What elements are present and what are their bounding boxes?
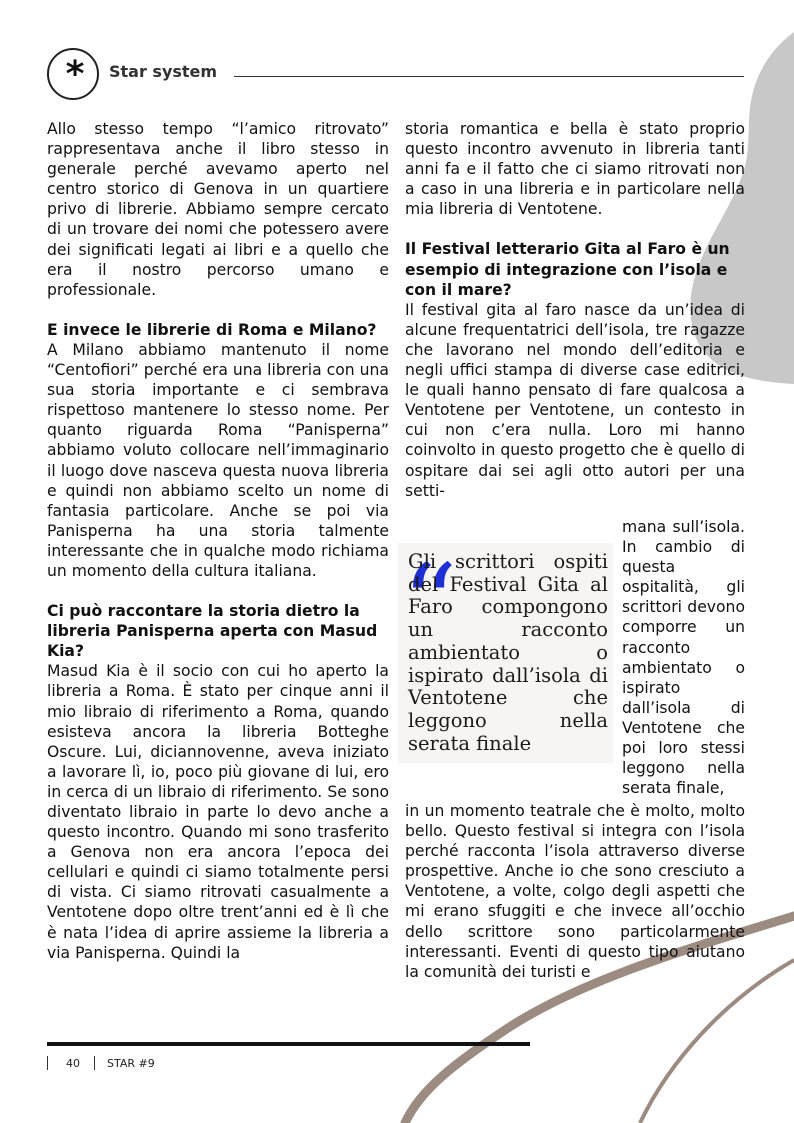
pull-quote [398, 543, 613, 763]
section-title: Star system [109, 62, 218, 81]
interview-question: Il Festival letterario Gita al Faro è un esempio di integrazione con l’isola e con il mare? [405, 240, 730, 299]
quote-mark-icon: “ [402, 542, 458, 667]
right-column-bottom [405, 801, 745, 982]
page-number: 40 [66, 1057, 80, 1070]
paragraph: storia romantica e bella è stato proprio questo incontro avvenuto in libreria tanti anni fa e il fatto che ci siamo ritrovati non a caso in una libreria e in particolare nella mia libreria di Ventotene. [405, 120, 745, 219]
section-icon-circle [47, 48, 99, 100]
interview-question: Ci può raccontare la storia dietro la libreria Panisperna aperta con Masud Kia? [47, 602, 378, 661]
paragraph: Allo stesso tempo “l’amico ritrovato” rappresentava anche il libro stesso in generale perché avevamo aperto nel centro storico di Genova in un quartiere privo di librerie. Abbiamo sempre cercato di un trovare dei nomi che potessero avere dei significati legati ai libri e a quello che era il nostro percorso umano e professionale. [47, 120, 389, 299]
asterisk-icon: * [65, 54, 85, 95]
header-rule [234, 76, 744, 77]
paragraph: mana sull’isola. In cambio di questa ospitalità, gli scrittori devono comporre un racconto ambientato o ispirato dall’isola di Ventotene che poi loro stessi leggono nella serata finale, [622, 518, 745, 798]
pull-quote-text: Gli scrittori ospiti del Festival Gita al Faro compongono un racconto ambientato o ispirato dall’isola di Ventotene che leggono nella serata finale [408, 550, 608, 755]
right-column-top [405, 119, 745, 501]
paragraph: A Milano abbiamo mantenuto il nome “Centofiori” perché era una libreria con una sua storia importante e ci sembrava rispettoso mantenere lo stesso nome. Per quanto riguarda Roma “Panisperna” abbiamo voluto collocare nell’immaginario il luogo dove nasceva questa nuova libreria e quindi non abbiamo scelto un nome di fantasia particolare. Anche se poi via Panisperna ha una storia talmente interessante che in qualche modo richiama un momento della cultura italiana. [47, 340, 389, 580]
paragraph: in un momento teatrale che è molto, molto bello. Questo festival si integra con l’isola perché racconta l’isola attraverso diverse prospettive. Anche io che sono cresciuto a Ventotene, a volte, colgo degli aspetti che mi erano sfuggiti e che invece all’occhio dello scrittore sono particolarmente interessanti. Eventi di questo tipo aiutano la comunità dei turisti e [405, 802, 745, 981]
interview-question: E invece le librerie di Roma e Milano? [47, 320, 377, 339]
paragraph: Masud Kia è il socio con cui ho aperto la libreria a Roma. È stato per cinque anni il mio libraio di riferimento a Roma, quando esisteva ancora la libreria Botteghe Oscure. Lui, diciannovenne, aveva iniziato a lavorare lì, io, poco più giovane di lui, ero in cerca di un libraio di riferimento. Se sono diventato libraio in parte lo devo anche a questo incontro. Quando mi sono trasferito a Genova non era ancora l’epoca dei cellulari e quindi ci siamo totalmente persi di vista. Ci siamo ritrovati casualmente a Ventotene dopo oltre trent’anni ed è lì che è nata l’idea di aprire assieme la libreria a via Panisperna. Quindi la [47, 662, 389, 962]
footer-divider [47, 1056, 48, 1070]
footer-divider [94, 1056, 95, 1070]
magazine-issue: STAR #9 [107, 1057, 155, 1070]
left-column [47, 119, 389, 963]
brown-curve-shape-2 [640, 960, 794, 1123]
paragraph: Il festival gita al faro nasce da un’idea di alcune frequentatrici dell’isola, tre ragazze che lavorano nel mondo dell’editoria e negli uffici stampa di diverse case editrici, le quali hanno pensato di fare qualcosa a Ventotene per Ventotene, un contesto in cui non c’era nulla. Loro mi hanno coinvolto in questo progetto che è quello di ospitare dai sei agli otto autori per una setti- [405, 300, 745, 500]
right-column-narrow [622, 517, 745, 798]
footer-bar [47, 1042, 530, 1046]
